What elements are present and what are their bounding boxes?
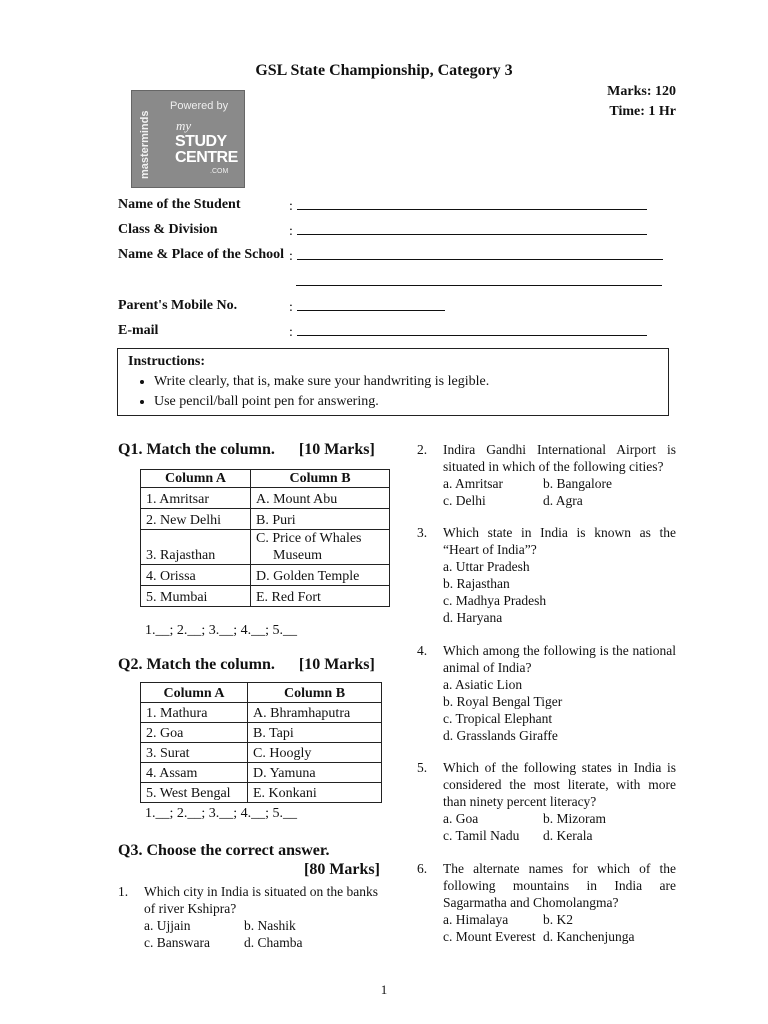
logo-study: STUDY <box>175 133 227 150</box>
option-b[interactable]: b. Nashik <box>244 918 296 933</box>
question-number: 3. <box>417 525 428 540</box>
option-d[interactable]: d. Agra <box>543 493 583 508</box>
q1-col-a-cell: 5. Mumbai <box>141 586 251 607</box>
q2-answer-line[interactable]: 1.__; 2.__; 3.__; 4.__; 5.__ <box>145 806 298 821</box>
logo-powered-by: Powered by <box>170 100 229 112</box>
option-c[interactable]: c. Tropical Elephant <box>443 711 553 726</box>
q1-col-b-line: Museum <box>273 548 322 563</box>
marks-time-block <box>607 82 676 122</box>
option-d[interactable]: d. Kerala <box>543 828 593 843</box>
q1-answer-line[interactable]: 1.__; 2.__; 3.__; 4.__; 5.__ <box>145 623 298 638</box>
q1-col-b-line: C. Price of Whales <box>256 531 362 546</box>
question-number: 4. <box>417 643 428 658</box>
q2-col-b-cell: C. Hoogly <box>248 743 382 763</box>
logo-wordmark <box>175 134 238 166</box>
option-a[interactable]: a. Himalaya <box>443 912 509 927</box>
q1-title: Q1. Match the column. <box>118 441 275 458</box>
option-a[interactable]: a. Ujjain <box>144 918 191 933</box>
question-number: 2. <box>417 442 428 457</box>
question-number: 1. <box>118 884 129 899</box>
option-d[interactable]: d. Chamba <box>244 935 303 950</box>
q1-col-b-cell <box>251 530 390 565</box>
instruction-item: • Write clearly, that is, make sure your handwriting is legible. <box>154 372 489 392</box>
email-line[interactable]: : <box>289 323 647 341</box>
field-label-class-division: Class & Division <box>118 222 218 237</box>
student-name-line[interactable]: : <box>289 197 647 215</box>
parent-mobile-line[interactable]: : <box>289 298 445 316</box>
q1-col-a-cell: 2. New Delhi <box>141 509 251 530</box>
question-text: Which among the following is the national animal of India? <box>443 643 676 675</box>
instructions-box <box>117 348 669 416</box>
instructions-list <box>118 372 489 412</box>
option-a[interactable]: a. Goa <box>443 811 479 826</box>
q1-col-a-cell: 1. Amritsar <box>141 488 251 509</box>
option-b[interactable]: b. Bangalore <box>543 476 612 491</box>
question-number: 6. <box>417 861 428 876</box>
q2-col-b-cell: A. Bhramhaputra <box>248 703 382 723</box>
page-title: GSL State Championship, Category 3 <box>255 62 513 79</box>
q2-match-table <box>140 682 382 803</box>
q1-col-b-cell: B. Puri <box>251 509 390 530</box>
option-b[interactable]: b. Royal Bengal Tiger <box>443 694 563 709</box>
masterminds-side-text <box>134 95 154 183</box>
q2-col-b-cell: B. Tapi <box>248 723 382 743</box>
page-number: 1 <box>380 982 388 997</box>
instruction-item: • Use pencil/ball point pen for answering. <box>154 392 489 412</box>
q2-col-a-cell: 3. Surat <box>141 743 248 763</box>
field-label-parent-mobile: Parent's Mobile No. <box>118 298 238 313</box>
option-a[interactable]: a. Asiatic Lion <box>443 677 523 692</box>
q1-col-a-cell: 4. Orissa <box>141 565 251 586</box>
q2-col-a-cell: 4. Assam <box>141 763 248 783</box>
question-text: Which state in India is known as the “Heart of India”? <box>443 525 676 557</box>
class-division-line[interactable]: : <box>289 222 647 240</box>
q3-heading: Q3. Choose the correct answer. <box>118 842 330 859</box>
study-centre-logo <box>131 90 245 188</box>
option-b[interactable]: b. Mizoram <box>543 811 606 826</box>
q2-col-b-cell: D. Yamuna <box>248 763 382 783</box>
q2-col-a-header: Column A <box>141 683 248 703</box>
q1-col-b-header: Column B <box>251 470 390 488</box>
q2-col-a-cell: 2. Goa <box>141 723 248 743</box>
logo-side-text: masterminds <box>139 110 151 179</box>
q2-marks: [10 Marks] <box>298 656 375 673</box>
question-text: Which of the following states in India is considered the most literate, with more than ninety percent literacy? <box>443 760 676 809</box>
mcq-question-4 <box>417 642 676 746</box>
q1-col-b-cell: E. Red Fort <box>251 586 390 607</box>
mcq-question-1 <box>118 883 390 953</box>
q2-col-a-cell: 5. West Bengal <box>141 783 248 803</box>
logo-dotcom: .COM <box>210 168 229 175</box>
q1-heading <box>118 441 375 459</box>
option-a[interactable]: a. Amritsar <box>443 476 503 491</box>
option-c[interactable]: c. Madhya Pradesh <box>443 593 547 608</box>
mcq-question-6 <box>417 860 676 948</box>
logo-my: my <box>176 118 192 133</box>
option-d[interactable]: d. Kanchenjunga <box>543 929 635 944</box>
q1-match-table <box>140 469 390 607</box>
option-c[interactable]: c. Tamil Nadu <box>443 828 520 843</box>
question-number: 5. <box>417 760 428 775</box>
option-c[interactable]: c. Delhi <box>443 493 486 508</box>
time-limit: Time: 1 Hr <box>609 104 676 119</box>
question-text: Indira Gandhi International Airport is situated in which of the following cities? <box>443 442 676 474</box>
mcq-question-2 <box>417 441 676 511</box>
q2-col-b-header: Column B <box>248 683 382 703</box>
q2-col-a-cell: 1. Mathura <box>141 703 248 723</box>
option-d[interactable]: d. Grasslands Giraffe <box>443 728 558 743</box>
q1-col-a-header: Column A <box>141 470 251 488</box>
option-b[interactable]: b. K2 <box>543 912 573 927</box>
mcq-question-3 <box>417 524 676 628</box>
option-b[interactable]: b. Rajasthan <box>443 576 510 591</box>
mcq-question-5 <box>417 759 676 847</box>
q1-col-a-cell: 3. Rajasthan <box>141 530 251 565</box>
field-label-school: Name & Place of the School <box>118 247 285 262</box>
q2-title: Q2. Match the column. <box>118 656 275 673</box>
question-text: The alternate names for which of the following mountains in India are Sagarmatha and Chomolangma? <box>443 861 676 910</box>
logo-centre: CENTRE <box>175 149 238 166</box>
field-label-student-name: Name of the Student <box>118 197 241 212</box>
field-label-email: E-mail <box>118 323 159 338</box>
q1-col-b-cell: A. Mount Abu <box>251 488 390 509</box>
school-line-1[interactable]: : <box>289 247 663 265</box>
total-marks: Marks: 120 <box>607 84 676 99</box>
option-d[interactable]: d. Haryana <box>443 610 503 625</box>
option-a[interactable]: a. Uttar Pradesh <box>443 559 530 574</box>
school-line-2[interactable] <box>296 273 662 291</box>
option-c[interactable]: c. Mount Everest <box>443 929 536 944</box>
q2-col-b-cell: E. Konkani <box>248 783 382 803</box>
q1-col-b-cell: D. Golden Temple <box>251 565 390 586</box>
question-text: Which city in India is situated on the banks of river Kshipra? <box>144 884 378 916</box>
q2-heading <box>118 656 375 674</box>
q3-marks: [80 Marks] <box>304 861 380 878</box>
option-c[interactable]: c. Banswara <box>144 935 210 950</box>
q1-marks: [10 Marks] <box>298 441 375 458</box>
instructions-heading: Instructions: <box>128 354 206 369</box>
